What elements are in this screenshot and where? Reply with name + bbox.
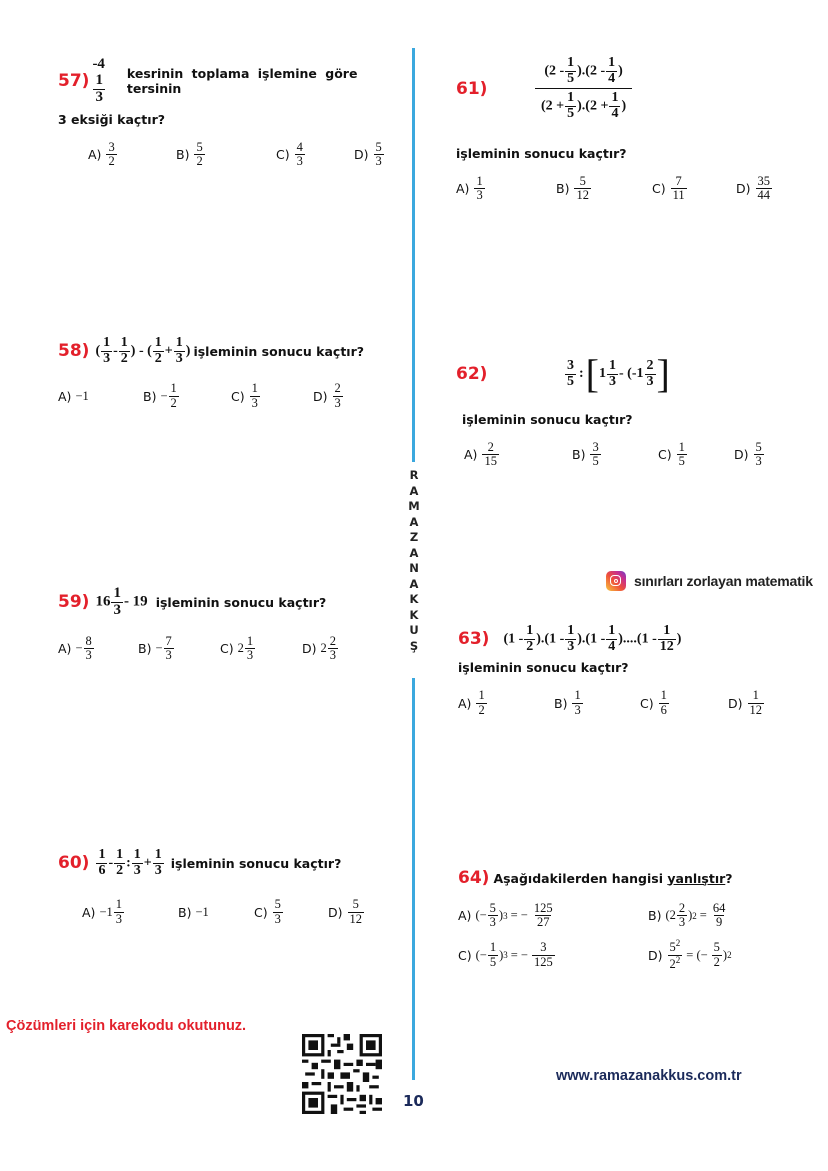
expression: $\frac{1}{6}$ - $\frac{1}{2}$ : $\frac{1}{3}$ + $\frac{1}{3}$ [98, 847, 162, 878]
question-text: Aşağıdakilerden hangisi yanlıştır? [493, 870, 733, 886]
instagram-label: sınırları zorlayan matematik [634, 573, 813, 589]
option-b[interactable]: B) $\frac{5}{2}$ [176, 139, 203, 168]
expression: 16 $\frac{1}{3}$ - 19 [95, 585, 148, 618]
author-letter: U [409, 623, 419, 637]
qr-code-icon [302, 1034, 382, 1114]
option-b[interactable]: B) (2 $\frac{2}{3}$ ) 2 = $\frac{64}{9}$ [648, 901, 726, 930]
question-63 [458, 624, 818, 717]
option-d[interactable]: D) $\frac{1}{12}$ [728, 688, 763, 717]
author-letter: A [409, 514, 419, 529]
author-letter: K [409, 592, 419, 606]
expression: $\frac{3}{5}$ : [ 1 $\frac{1}{3}$ - (-1 $\frac{2}{3}$ ] [567, 351, 670, 396]
option-b[interactable]: B) −1 [178, 904, 209, 920]
question-text: işleminin sonucu kaçtır? [462, 412, 633, 427]
question-text: kesrinin toplama işlemine göre tersinin [126, 65, 358, 96]
option-d[interactable]: D) $\frac{5^2}{2^2}$ = (− $\frac{5}{2}$ ) 2 [648, 938, 732, 971]
question-text: işleminin sonucu kaçtır? [458, 660, 629, 676]
option-b[interactable]: B) − $\frac{7}{3}$ [138, 633, 172, 662]
option-b[interactable]: B) $\frac{3}{5}$ [572, 440, 599, 469]
expression: (1 - $\frac{1}{2}$ ).(1 - $\frac{1}{3}$ ).(1 - $\frac{1}{4}$ )....(1 - $\frac{1}{12}$ ) [503, 623, 682, 654]
option-c[interactable]: C) $\frac{5}{3}$ [254, 897, 281, 926]
question-number: 61) [456, 78, 488, 99]
question-58 [58, 336, 403, 410]
author-letter: Ş [409, 638, 419, 653]
question-text: işleminin sonucu kaçtır? [170, 855, 342, 871]
author-letter: Z [409, 530, 419, 544]
question-text: işleminin sonucu kaçtır? [193, 343, 364, 359]
option-c[interactable]: C) $\frac{1}{3}$ [231, 381, 258, 410]
author-letter: N [409, 561, 419, 575]
question-number: 60) [58, 853, 90, 874]
option-d[interactable]: D) $\frac{35}{44}$ [736, 173, 771, 202]
column-divider-top [412, 48, 415, 462]
option-a[interactable]: A) $\frac{1}{3}$ [456, 173, 483, 202]
question-62 [456, 351, 816, 469]
website-link[interactable]: www.ramazanakkus.com.tr [556, 1068, 742, 1084]
option-a[interactable]: A) (− $\frac{5}{3}$ ) 3 = − $\frac{125}{27}$ [458, 901, 553, 930]
author-letter: K [409, 607, 419, 622]
instagram-icon [606, 571, 626, 591]
option-c[interactable]: C) 2 $\frac{1}{3}$ [220, 633, 254, 662]
option-a[interactable]: A) −1 $\frac{1}{3}$ [82, 897, 122, 926]
question-text: 3 eksiği kaçtır? [58, 111, 165, 127]
option-a[interactable]: A) $\frac{1}{2}$ [458, 688, 485, 717]
left-bracket: [ [585, 351, 599, 396]
option-d[interactable]: D) $\frac{5}{3}$ [734, 440, 762, 469]
option-d[interactable]: D) $\frac{2}{3}$ [313, 381, 341, 410]
option-d[interactable]: D) 2 $\frac{2}{3}$ [302, 633, 337, 662]
question-number: 62) [456, 364, 488, 384]
option-a[interactable]: A) − $\frac{8}{3}$ [58, 633, 92, 662]
question-number: 59) [58, 592, 90, 613]
option-b[interactable]: B) $\frac{5}{12}$ [556, 173, 589, 202]
expression: -4 $\frac{1}{3}$ [92, 56, 105, 105]
question-text: işleminin sonucu kaçtır? [456, 145, 627, 161]
author-letter: A [409, 545, 419, 560]
question-number: 64) [458, 868, 490, 888]
option-c[interactable]: C) $\frac{7}{11}$ [652, 173, 685, 202]
option-a[interactable]: A) $\frac{3}{2}$ [88, 139, 115, 168]
option-c[interactable]: C) $\frac{1}{5}$ [658, 440, 685, 469]
qr-code[interactable] [302, 1034, 382, 1114]
option-d[interactable]: D) $\frac{5}{3}$ [354, 139, 382, 168]
column-divider-bottom [412, 678, 415, 1080]
expression: ( $\frac{1}{3}$ - $\frac{1}{2}$ ) - ( $\frac{1}{2}$ + $\frac{1}{3}$ ) [95, 335, 191, 366]
option-b[interactable]: B) − $\frac{1}{2}$ [143, 381, 177, 410]
right-bracket: ] [656, 351, 670, 396]
vertical-author-name [406, 468, 422, 654]
page-number: 10 [403, 1092, 424, 1110]
author-letter: R [409, 468, 419, 482]
author-letter: M [408, 499, 420, 513]
option-a[interactable]: A) $\frac{2}{15}$ [464, 440, 497, 469]
option-c[interactable]: C) $\frac{1}{6}$ [640, 688, 667, 717]
question-59 [58, 586, 403, 662]
question-number: 63) [458, 629, 490, 650]
option-a[interactable]: A) −1 [58, 388, 89, 404]
question-64 [458, 868, 818, 971]
question-text: işleminin sonucu kaçtır? [155, 594, 327, 610]
question-number: 57) [58, 70, 90, 91]
qr-caption: Çözümleri için karekodu okutunuz. [6, 1018, 247, 1034]
option-c[interactable]: C) $\frac{4}{3}$ [276, 139, 303, 168]
option-c[interactable]: C) (− $\frac{1}{5}$ ) 3 = − $\frac{3}{125}$ [458, 940, 553, 969]
question-61 [456, 56, 816, 202]
option-d[interactable]: D) $\frac{5}{12}$ [328, 897, 363, 926]
option-b[interactable]: B) $\frac{1}{3}$ [554, 688, 581, 717]
question-60 [58, 848, 403, 926]
author-letter: A [409, 483, 419, 498]
author-letter: A [409, 576, 419, 591]
question-57 [58, 56, 403, 168]
instagram-tag[interactable] [606, 571, 813, 591]
expression: (2 - $\frac{1}{5}$ ).(2 - $\frac{1}{4}$ ) (2 + $\frac{1}{5}$ ).(2 + $\frac{1}{4}$ ) [535, 56, 632, 122]
question-number: 58) [58, 341, 90, 362]
